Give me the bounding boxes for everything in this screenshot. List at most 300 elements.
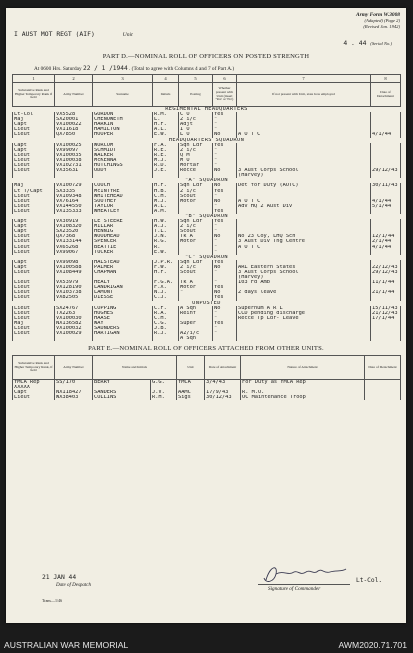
table-cell: F.A.	[153, 143, 179, 148]
table-cell: No	[213, 132, 237, 137]
table-cell: Sqn Ldr	[179, 219, 213, 224]
table-cell: 3 Aust Corps School	[237, 168, 371, 173]
table-cell: VX99098	[55, 260, 93, 265]
table-cell: QX7368	[55, 234, 93, 239]
table-cell: VX100038	[55, 158, 93, 163]
table-cell: Capt	[13, 224, 55, 229]
table-cell: L O	[179, 132, 213, 137]
table-cell: COUCH	[93, 183, 153, 188]
table-cell: T.L.	[153, 229, 179, 234]
table-cell: 3/4/43	[205, 380, 241, 386]
table-cell: H.F.	[153, 183, 179, 188]
table-cell: Lieut	[13, 245, 55, 250]
table-cell: WOODHEAD	[93, 234, 153, 239]
table-cell: HENNIG	[93, 229, 153, 234]
table-cell: E.W.	[153, 132, 179, 137]
table-cell: Lieut	[13, 204, 55, 209]
table-cell: Tk A	[179, 234, 213, 239]
table-cell: MILLAR	[93, 224, 153, 229]
table-cell: Lieut	[13, 199, 55, 204]
despatch-label: Date of Despatch	[56, 583, 91, 588]
table-cell: "	[213, 127, 237, 132]
table-cell: SX24767	[55, 306, 93, 311]
table-cell: J.B.	[153, 326, 179, 331]
table-cell: Lieut	[13, 158, 55, 163]
table-cell: F.W.	[153, 265, 179, 270]
table-cell: 2 i/c	[179, 117, 213, 122]
table-cell: A Sqn	[179, 336, 213, 341]
table-cell: Maj	[13, 117, 55, 122]
column-header: Substantive Rank and Higher Temporary Rank if held	[13, 83, 55, 107]
table-cell: BERRY	[93, 380, 151, 386]
table-cell: CHENOWETH	[93, 117, 153, 122]
column-number: 2	[55, 75, 93, 83]
table-cell: 21/1/44	[371, 290, 401, 295]
table-cell: Lieut	[13, 280, 55, 285]
table-cell: J.V.	[151, 390, 177, 395]
table-cell: I O	[179, 127, 213, 132]
table-cell: Lieut	[13, 395, 55, 400]
roll-document	[6, 8, 406, 623]
table-cell: Scout	[179, 194, 213, 199]
table-cell: Lieut	[13, 316, 55, 321]
table-cell: Capt	[13, 143, 55, 148]
table-cell: Motor	[179, 199, 213, 204]
table-cell: HUGHES	[93, 311, 153, 316]
table-cell: Sigs	[177, 395, 205, 400]
table-cell: Lieut	[13, 250, 55, 255]
column-header: Name and Initials	[93, 356, 177, 380]
table-cell: Yes	[213, 219, 237, 224]
table-cell: Lt T/Capt	[13, 189, 55, 194]
table-cell: Det for Duty (AOTC)	[237, 183, 371, 188]
column-number: 7	[237, 75, 371, 83]
section-heading: HEADQUARTERS SQUADRON	[168, 137, 245, 143]
table-cell: McINTYRE	[93, 189, 153, 194]
table-cell: Supernum A R L	[237, 306, 371, 311]
unit-value: I AUST MOT REGT (AIF)	[14, 30, 95, 38]
table-cell: 3 Aust Div Tng Centre	[237, 239, 371, 244]
table-cell: Yes	[213, 209, 237, 214]
table-cell: 4/1/44	[371, 245, 401, 250]
table-cell: Capt	[13, 260, 55, 265]
table-cell: Yes	[213, 285, 237, 290]
table-cell: VX100729	[55, 183, 93, 188]
table-cell: SS/170	[55, 380, 93, 386]
table-cell: CHAPMAN	[93, 270, 153, 275]
unit-line	[14, 30, 133, 38]
table-cell	[13, 336, 55, 341]
table-cell: Capt	[13, 390, 55, 395]
table-cell: C O	[179, 112, 213, 117]
table-cell: HALSTEAD	[93, 260, 153, 265]
table-cell: NX118427	[55, 390, 93, 395]
table-cell: G.G.	[151, 380, 177, 386]
table-cell: 2 i/c	[179, 224, 213, 229]
table-cell: No	[213, 168, 237, 173]
table-cell: 2 i/c	[179, 189, 213, 194]
table-cell: R.E.	[153, 153, 179, 158]
caption-accession: AWM2020.71.701	[338, 640, 407, 650]
table-cell: Maj	[13, 321, 55, 326]
table-cell: TX2263	[55, 311, 93, 316]
part-e-header-row	[13, 356, 401, 380]
table-cell: C.H.	[153, 316, 179, 321]
table-cell: Lieut	[13, 132, 55, 137]
table-cell: WALKER	[93, 153, 153, 158]
table-cell: Capt	[13, 148, 55, 153]
table-cell: 2 i/c	[179, 148, 213, 153]
part-e-body	[13, 380, 401, 401]
table-cell: VX11618	[55, 127, 93, 132]
table-cell: LE STEERE	[93, 219, 153, 224]
section-heading: "C" SQUADRON	[184, 254, 229, 260]
table-cell: Sqn Ldr	[179, 260, 213, 265]
table-cell: COPPING	[93, 306, 153, 311]
table-cell: Maj	[13, 183, 55, 188]
table-cell: "	[213, 239, 237, 244]
table-cell: No 23 Coy, LHQ Sch	[237, 234, 371, 239]
table-cell: "	[213, 194, 237, 199]
table-cell: 22/12/43	[371, 265, 401, 270]
table-cell: HAASE	[93, 316, 153, 321]
table-cell: 30/12/43	[205, 395, 241, 400]
table-cell: YMCA	[177, 380, 205, 386]
table-cell: "	[213, 280, 237, 285]
table-cell: Mortar	[179, 163, 213, 168]
table-cell: 21/12/43	[371, 311, 401, 316]
table-cell: R.	[153, 245, 179, 250]
table-cell: Adjt	[179, 122, 213, 127]
table-cell: Lt-Col	[13, 112, 55, 117]
table-cell: A.L.	[153, 204, 179, 209]
table-cell: VX144550	[55, 204, 93, 209]
table-cell: GORDON	[93, 112, 153, 117]
trans-code: Trans—1/46	[42, 598, 63, 603]
table-cell: Lieut	[13, 285, 55, 290]
table-cell: "	[213, 250, 237, 255]
table-cell: 17/1/44	[371, 316, 401, 321]
table-cell: HARKIN	[93, 122, 153, 127]
table-cell: 29/12/43	[371, 168, 401, 173]
table-cell: "	[213, 224, 237, 229]
table-cell: ODDY	[93, 168, 153, 173]
table-cell: 4/1/44	[371, 132, 401, 137]
column-number-row	[13, 75, 401, 83]
table-cell: Reinf	[179, 311, 213, 316]
column-number: 6	[213, 75, 237, 83]
table-cell: 103 Fd Amb	[237, 280, 371, 285]
table-cell: H.B.	[153, 189, 179, 194]
table-cell: SANDERS	[93, 390, 151, 395]
table-cell: A.J.	[153, 224, 179, 229]
table-cell: HAMILTON	[93, 127, 153, 132]
table-cell: WHITEHEAD	[93, 194, 153, 199]
table-cell: VX100030	[55, 316, 93, 321]
table-cell: "	[213, 229, 237, 234]
serial-line	[343, 39, 392, 47]
table-cell: Lieut	[13, 127, 55, 132]
table-cell: "	[213, 163, 237, 168]
commander-rank: Lt-Col.	[356, 577, 383, 584]
table-cell: SX23520	[55, 229, 93, 234]
table-cell: VX100035	[55, 153, 93, 158]
table-cell: Scout	[179, 270, 213, 275]
table-cell: R.E.	[153, 148, 179, 153]
table-cell: VX100032	[55, 326, 93, 331]
table-cell: J.P.R.	[153, 260, 179, 265]
section-heading: UNPOSTED	[192, 300, 221, 306]
table-cell: F.X.	[153, 285, 179, 290]
table-cell	[153, 336, 179, 341]
form-id-line: (Revised Jan. 1942)	[363, 23, 400, 29]
column-header: Nature of Attachment	[241, 356, 365, 380]
table-cell	[213, 336, 237, 341]
table-cell: Tk A	[179, 280, 213, 285]
table-cell: "	[213, 122, 237, 127]
table-cell: For Duty as YMCA Rep	[241, 380, 365, 386]
table-cell: Yes	[213, 143, 237, 148]
table-cell: Lieut	[13, 163, 55, 168]
table-cell: Lieut	[13, 290, 55, 295]
table-cell: A O T C	[237, 132, 371, 137]
table-cell: SOUTHEY	[93, 199, 153, 204]
table-cell: "	[213, 326, 237, 331]
table-row	[13, 395, 401, 400]
table-cell: "	[213, 245, 237, 250]
table-cell: QX7850	[55, 132, 93, 137]
table-cell: SAUNDERS	[93, 326, 153, 331]
table-cell: H.F.	[153, 270, 179, 275]
table-cell: A.L.	[153, 127, 179, 132]
column-number: 4	[153, 75, 179, 83]
table-cell: C.J.	[153, 295, 179, 300]
table-cell: Yes	[213, 189, 237, 194]
table-cell: SX3335	[55, 189, 93, 194]
table-cell: 29/12/43	[371, 270, 401, 275]
table-cell: Lieut	[13, 234, 55, 239]
table-cell: Motor	[179, 239, 213, 244]
serial-label: (Serial No.)	[370, 41, 392, 46]
table-cell: N.J.	[153, 290, 179, 295]
table-cell: Yes	[213, 295, 237, 300]
column-header: Posting	[179, 83, 213, 107]
table-cell: PALMER	[93, 265, 153, 270]
column-number: 3	[93, 75, 153, 83]
table-cell: Lieut	[13, 209, 55, 214]
column-header: Surname	[93, 83, 153, 107]
table-cell: Lieut	[13, 239, 55, 244]
column-header: Unit	[177, 356, 205, 380]
unit-label: Unit	[122, 32, 133, 38]
table-cell: VX30919	[55, 219, 93, 224]
table-cell: "	[213, 270, 237, 275]
strength-prefix: At 0600 Hrs. Saturday	[34, 66, 82, 72]
table-cell: "	[213, 204, 237, 209]
table-cell: 4/1/44	[371, 199, 401, 204]
table-cell: VX102731	[55, 163, 93, 168]
table-cell: VX103738	[55, 290, 93, 295]
table-cell: McKENNA	[93, 158, 153, 163]
table-cell: 2 days leave	[237, 290, 371, 295]
table-cell: VX100022	[55, 122, 93, 127]
table-cell: "	[213, 316, 237, 321]
section-heading: "B" SQUADRON	[184, 213, 229, 219]
caption-institution: AUSTRALIAN WAR MEMORIAL	[4, 640, 129, 650]
table-cell	[371, 336, 401, 341]
table-cell	[55, 336, 93, 341]
table-cell: HUTCHINGS	[93, 163, 153, 168]
table-cell: VX5528	[55, 112, 93, 117]
column-header: Substantive Rank and Higher Temporary Rank, if held	[13, 356, 55, 380]
table-cell: DIESSE	[93, 295, 153, 300]
table-cell: L.	[153, 117, 179, 122]
strength-suffix: . (Total to agree with Columns 4 and 7 of Part A.)	[129, 66, 235, 72]
table-cell: Adv HQ 2 Aust Div	[237, 204, 371, 209]
table-cell: VX99097	[55, 148, 93, 153]
section-heading: "A" SQUADRON	[184, 178, 229, 184]
table-cell: "	[213, 117, 237, 122]
table-cell: F.G.A.	[153, 280, 179, 285]
column-header: Army Number	[55, 83, 93, 107]
table-cell: VX100025	[55, 143, 93, 148]
table-cell: VX133144	[55, 239, 93, 244]
table-cell: 15/11/43	[371, 306, 401, 311]
table-cell: SCHMIDT	[93, 148, 153, 153]
table-cell: R. M.O.	[241, 390, 365, 395]
table-cell: Lieut	[13, 194, 55, 199]
table-cell: LAMONT	[93, 290, 153, 295]
table-cell: No	[213, 290, 237, 295]
table-cell: 5/1/44	[371, 204, 401, 209]
table-cell: Q M	[179, 153, 213, 158]
table-cell: Lieut	[13, 311, 55, 316]
table-cell: VX65268	[55, 245, 93, 250]
table-cell: VX100588	[55, 265, 93, 270]
table-cell	[365, 395, 401, 400]
table-cell: Capt	[13, 265, 55, 270]
column-header: If not present with Unit, state how employed	[237, 83, 371, 107]
table-cell: 12/1/44	[371, 234, 401, 239]
table-cell: C.G.	[153, 321, 179, 326]
table-cell: Capt	[13, 122, 55, 127]
commander-signature	[258, 560, 353, 586]
table-cell: XXXXX	[13, 385, 55, 390]
table-cell: "	[213, 311, 237, 316]
table-cell: 3 Aust Corps School	[237, 270, 371, 275]
section-heading: REGIMENTAL HEADQUARTERS	[165, 106, 248, 112]
table-cell: YMCA Rep	[13, 380, 55, 386]
column-header: Date of Attachment	[205, 356, 241, 380]
table-cell: HOOPER	[93, 132, 153, 137]
table-cell: E.W.	[153, 250, 179, 255]
table-cell: Capt	[13, 229, 55, 234]
table-cell: (Harvey)	[237, 275, 371, 280]
column-header: Date of Detachment	[371, 83, 401, 107]
table-cell: VX3563I	[55, 168, 93, 173]
table-cell: (Harvey)	[237, 173, 371, 178]
table-cell: Lieut	[13, 326, 55, 331]
table-cell: J.E.	[153, 168, 179, 173]
table-cell: No	[213, 234, 237, 239]
signature-line	[258, 584, 350, 585]
table-cell: No	[213, 199, 237, 204]
column-header: Date of Detachment	[365, 356, 401, 380]
table-cell: AAMC	[177, 390, 205, 395]
table-cell: 11/1/44	[371, 280, 401, 285]
table-cell: H.F.	[153, 122, 179, 127]
part-d-title: PART D.—NOMINAL ROLL OF OFFICERS ON POSTED STRENGTH	[102, 53, 310, 60]
table-cell: A2/i/c	[179, 331, 213, 336]
table-cell: R.G.	[153, 239, 179, 244]
table-cell: R.A.	[153, 311, 179, 316]
table-cell: R.M.	[153, 112, 179, 117]
table-cell: No	[213, 306, 237, 311]
table-cell: Lieut	[13, 331, 55, 336]
table-cell: Sqn Ldr	[179, 143, 213, 148]
table-cell: 17/9/43	[205, 390, 241, 395]
form-id	[310, 13, 400, 29]
table-cell: Lieut	[13, 295, 55, 300]
table-cell: Lieut	[13, 153, 55, 158]
table-cell: Sqn Ldr	[179, 183, 213, 188]
table-cell: SX20001	[55, 117, 93, 122]
table-cell: M.J.	[153, 158, 179, 163]
table-cell: Capt	[13, 219, 55, 224]
table-row	[13, 336, 401, 341]
signature-label: Signature of Commander	[268, 586, 321, 592]
table-cell: WORCOM	[93, 143, 153, 148]
table-cell: R.J.	[153, 331, 179, 336]
table-cell: VX135333	[55, 209, 93, 214]
table-cell: OC Maintenance Troop	[241, 395, 365, 400]
table-cell: LANDRIGAN	[93, 285, 153, 290]
table-cell: BEATTIE	[93, 245, 153, 250]
table-cell: Yes	[213, 260, 237, 265]
table-cell: NX136582	[55, 321, 93, 326]
table-cell: R.H.	[151, 395, 177, 400]
column-header: Initials	[153, 83, 179, 107]
table-cell: Lieut	[13, 168, 55, 173]
table-cell: 2 i/c	[179, 265, 213, 270]
table-cell: SPENCER	[93, 239, 153, 244]
table-cell	[93, 336, 153, 341]
table-cell: CCD pending discharge	[237, 311, 371, 316]
table-cell: Scout	[179, 229, 213, 234]
table-cell: WAY	[93, 321, 153, 326]
table-cell: HARTIGAN	[93, 331, 153, 336]
part-e-title: PART E.—NOMINAL ROLL OF OFFICERS ATTACHED FROM OTHER UNITS.	[88, 345, 324, 352]
table-cell	[237, 336, 371, 341]
table-cell: HEALY	[93, 280, 153, 285]
table-cell: No	[213, 183, 237, 188]
table-cell: A Sqn	[179, 306, 213, 311]
table-cell: Recce	[179, 168, 213, 173]
table-cell: Lieut	[13, 306, 55, 311]
form-id-line: (Adapted) (Page 2)	[364, 18, 400, 24]
table-cell: M O	[179, 158, 213, 163]
table-cell: C.H.	[153, 194, 179, 199]
table-cell: R.D.	[153, 163, 179, 168]
table-cell: TUCKER	[93, 250, 153, 255]
serial-value: 4 . 44	[343, 39, 367, 47]
column-header: Army Number	[55, 356, 93, 380]
table-cell: J.N.	[153, 234, 179, 239]
table-cell: WHEATLEY	[93, 209, 153, 214]
table-cell: VX128190	[55, 285, 93, 290]
table-cell: No	[213, 265, 237, 270]
table-cell: VX100029	[55, 331, 93, 336]
